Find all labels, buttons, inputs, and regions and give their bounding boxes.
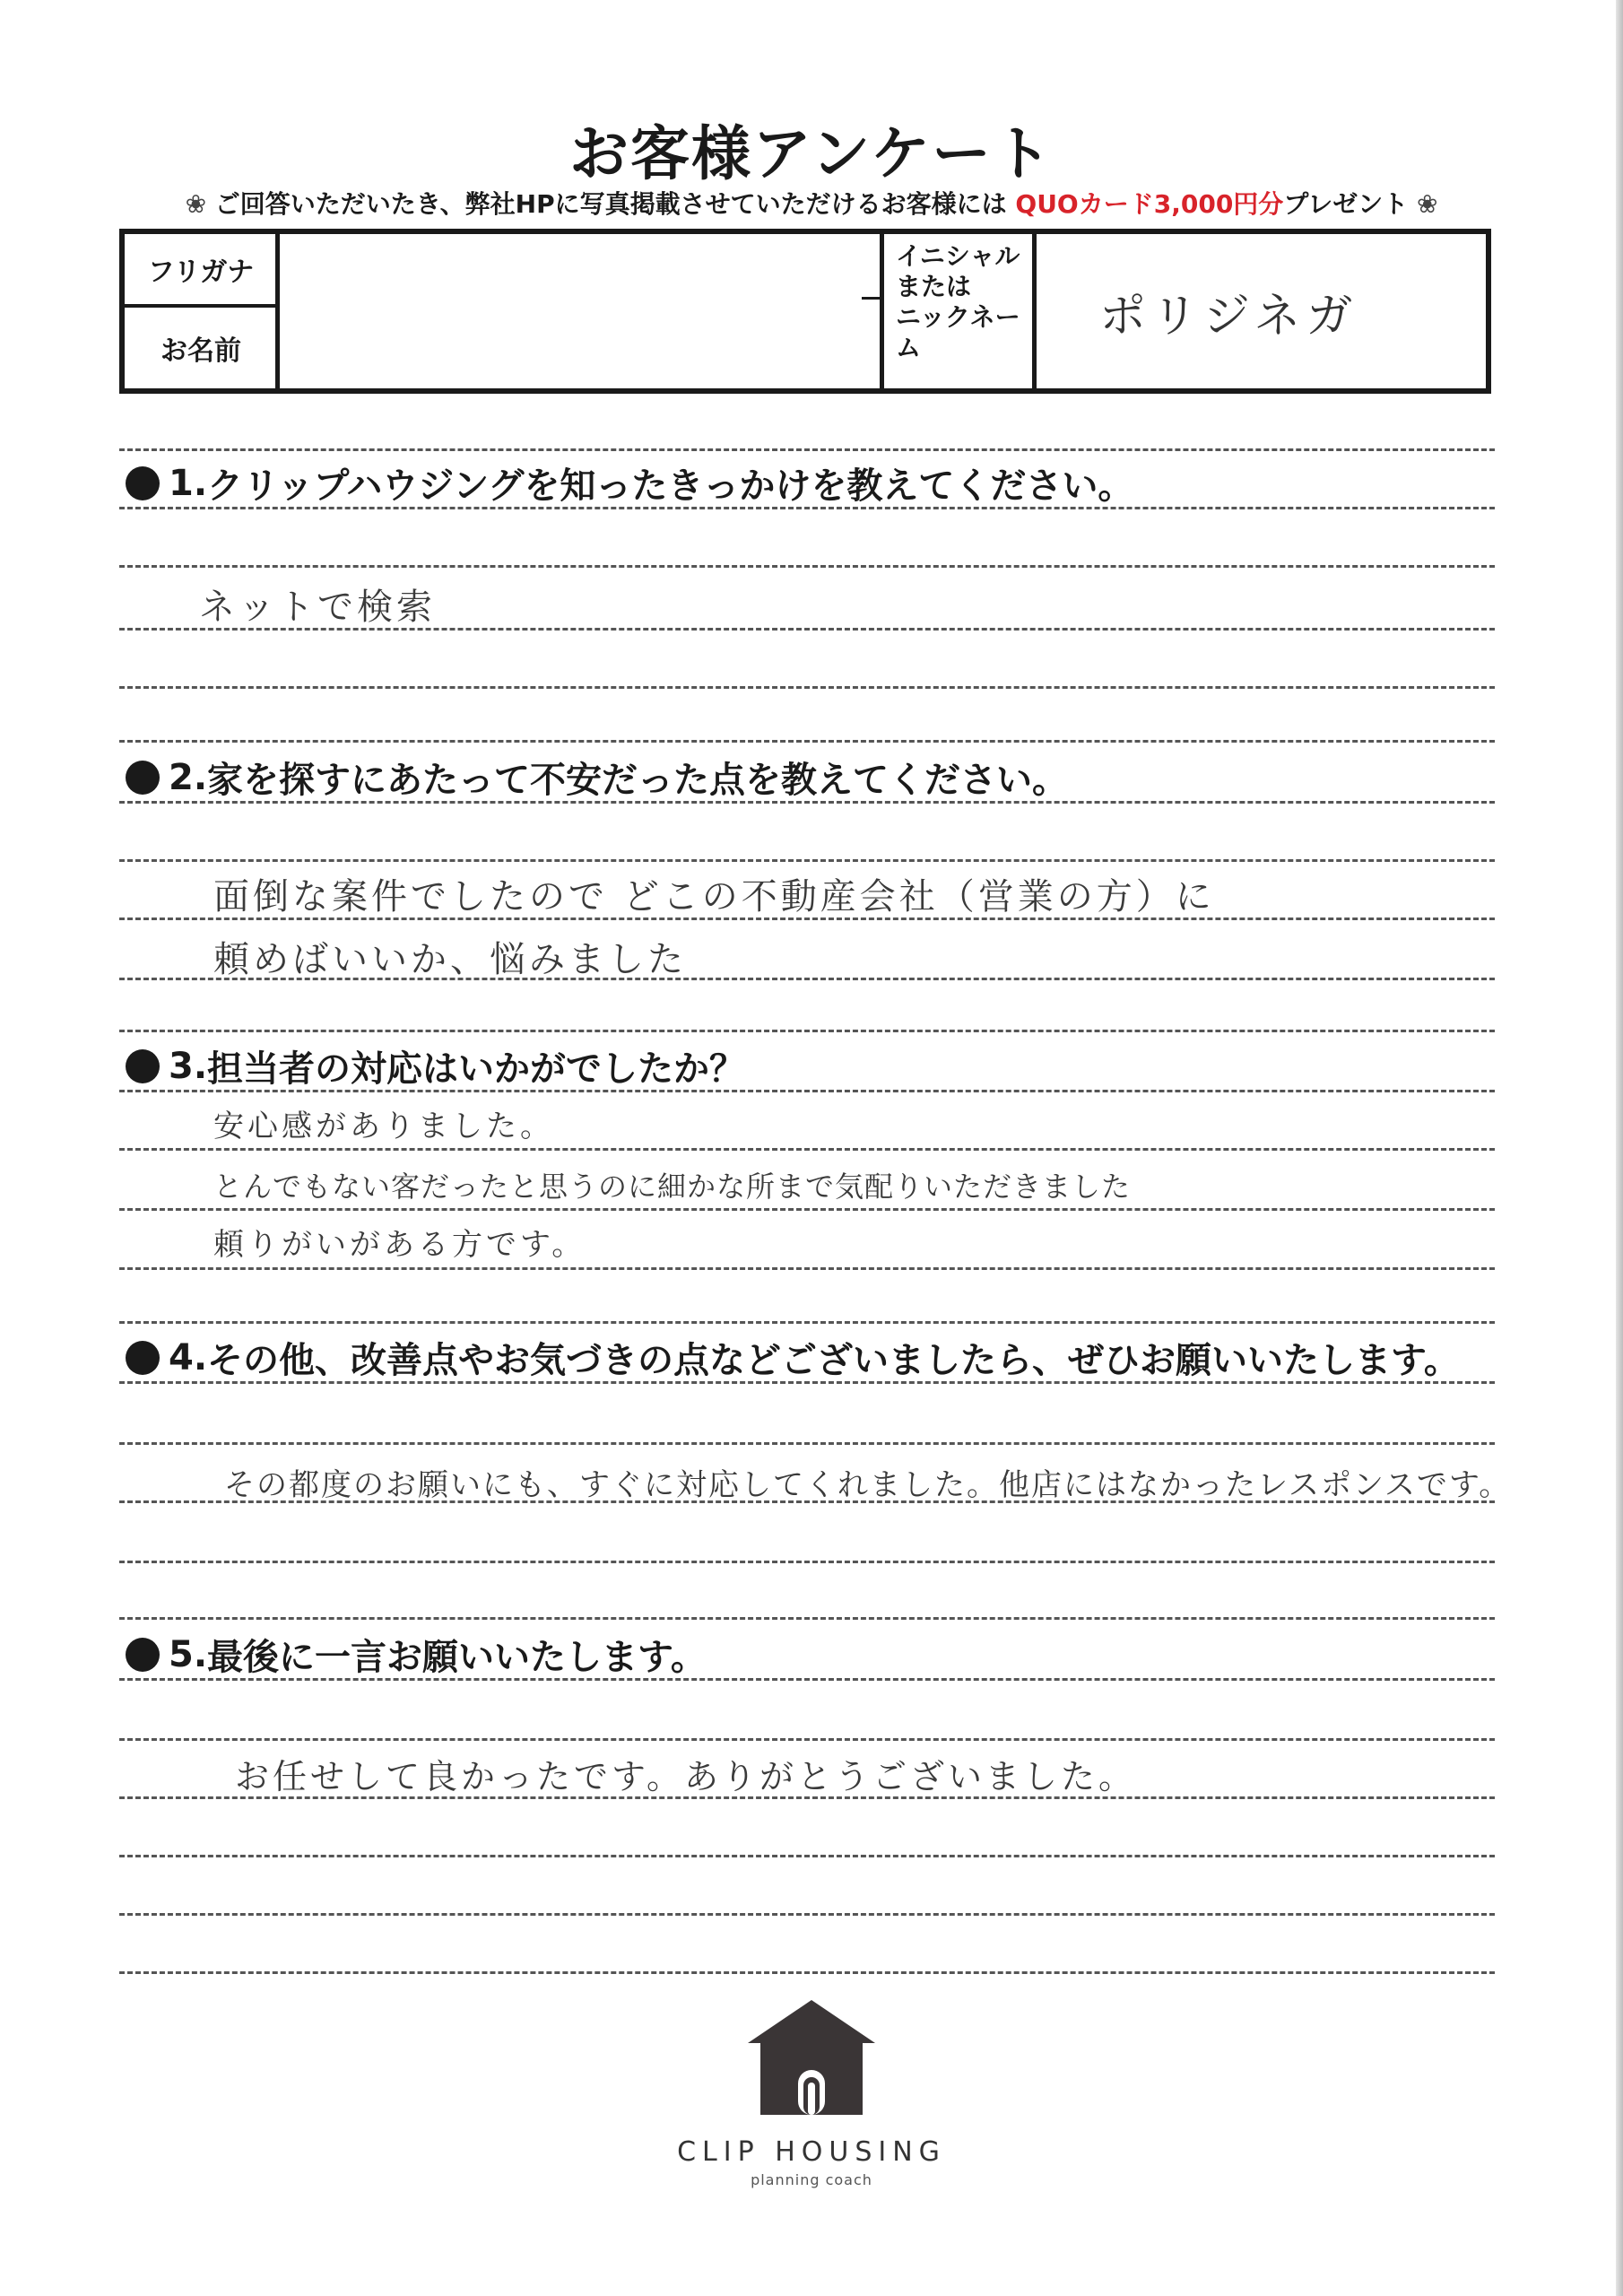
question-number: 5. xyxy=(169,1633,208,1675)
question-text: 家を探すにあたって不安だった点を教えてください。 xyxy=(207,760,1069,801)
question-text: 担当者の対応はいかがでしたか？ xyxy=(207,1048,746,1090)
question-number: 1. xyxy=(169,462,208,504)
nickname-value[interactable]: ポリジネガ xyxy=(1099,289,1358,344)
rule-line xyxy=(119,565,1495,568)
name-column-divider xyxy=(880,234,884,388)
rule-line xyxy=(119,1738,1495,1741)
question-number: 4. xyxy=(169,1336,208,1378)
question-4 xyxy=(126,1332,1460,1383)
rule-line xyxy=(119,1267,1495,1270)
rule-line xyxy=(119,686,1495,689)
question-text: 最後に一言お願いいたします。 xyxy=(207,1637,707,1678)
question-text: その他、改善点やお気づきの点などございましたら、ぜひお願いいたします。 xyxy=(207,1340,1460,1381)
bullet-dot-icon xyxy=(126,466,160,500)
question-3 xyxy=(126,1040,745,1091)
rule-line xyxy=(119,1617,1495,1620)
company-logo xyxy=(632,1998,991,2188)
name-label: お名前 xyxy=(161,335,241,367)
answer-2-line-1: 面倒な案件でしたので どこの不動産会社（営業の方）に xyxy=(213,876,1215,918)
subtitle-prefix: ご回答いただいたき、弊社HPに写真掲載させていただけるお客様には xyxy=(214,189,1007,219)
rule-line xyxy=(119,1090,1495,1092)
rule-line xyxy=(119,507,1495,509)
rule-line xyxy=(119,1148,1495,1151)
rule-line xyxy=(119,1678,1495,1681)
subtitle-suffix: プレゼント xyxy=(1283,189,1409,219)
question-1 xyxy=(126,457,1133,509)
rule-line xyxy=(119,1855,1495,1857)
field-mark xyxy=(862,297,881,300)
rule-line xyxy=(119,1442,1495,1445)
rule-line xyxy=(119,448,1495,451)
page-edge xyxy=(1616,0,1623,2296)
rule-line xyxy=(119,1208,1495,1211)
rule-line xyxy=(119,1381,1495,1384)
question-number: 3. xyxy=(169,1045,208,1087)
rule-line xyxy=(119,1971,1495,1974)
bullet-dot-icon xyxy=(126,761,160,795)
question-5 xyxy=(126,1629,707,1680)
answer-2-line-2: 頼めばいいか、悩みました xyxy=(213,939,687,980)
name-table xyxy=(119,229,1491,394)
rule-line xyxy=(119,1796,1495,1799)
brand-tagline: planning coach xyxy=(751,2171,872,2188)
rule-line xyxy=(119,1321,1495,1324)
subtitle xyxy=(0,185,1623,221)
rule-line xyxy=(119,801,1495,804)
nickname-label: イニシャル または ニックネー ム xyxy=(896,241,1020,362)
rule-line xyxy=(119,978,1495,980)
question-text: クリップハウジングを知ったきっかけを教えてください。 xyxy=(207,465,1134,507)
rule-line xyxy=(119,1561,1495,1563)
answer-3-line-1: 安心感がありました。 xyxy=(213,1109,554,1144)
answer-1-line-1: ネットで検索 xyxy=(199,587,436,628)
bullet-dot-icon xyxy=(126,1638,160,1672)
answer-4-line-1: その都度のお願いにも、すぐに対応してくれました。他店にはなかったレスポンスです。 xyxy=(224,1467,1512,1503)
rule-line xyxy=(119,1913,1495,1916)
subtitle-highlight: QUOカード3,000円分 xyxy=(1015,189,1284,219)
answer-3-line-3: 頼りがいがある方です。 xyxy=(213,1227,586,1263)
rule-line xyxy=(119,628,1495,631)
question-2 xyxy=(126,752,1068,803)
bullet-dot-icon xyxy=(126,1341,160,1375)
question-number: 2. xyxy=(169,756,208,798)
brand-name: CLIP HOUSING xyxy=(677,2136,946,2168)
house-logo-icon xyxy=(744,1998,879,2117)
flower-right-icon: ❀ xyxy=(1416,189,1438,219)
rule-line xyxy=(119,918,1495,920)
rule-line xyxy=(119,1030,1495,1032)
rule-line xyxy=(119,859,1495,862)
bullet-dot-icon xyxy=(126,1049,160,1083)
answer-5-line-1: お任せして良かったです。ありがとうございました。 xyxy=(235,1757,1136,1796)
furigana-label: フリガナ xyxy=(147,257,255,288)
flower-left-icon: ❀ xyxy=(185,189,207,219)
answer-3-line-2: とんでもない客だったと思うのに細かな所まで気配りいただきました xyxy=(213,1170,1132,1204)
page-title: お客様アンケート xyxy=(568,119,1055,188)
rule-line xyxy=(119,1500,1495,1503)
label-column-divider xyxy=(275,234,280,388)
rule-line xyxy=(119,740,1495,743)
